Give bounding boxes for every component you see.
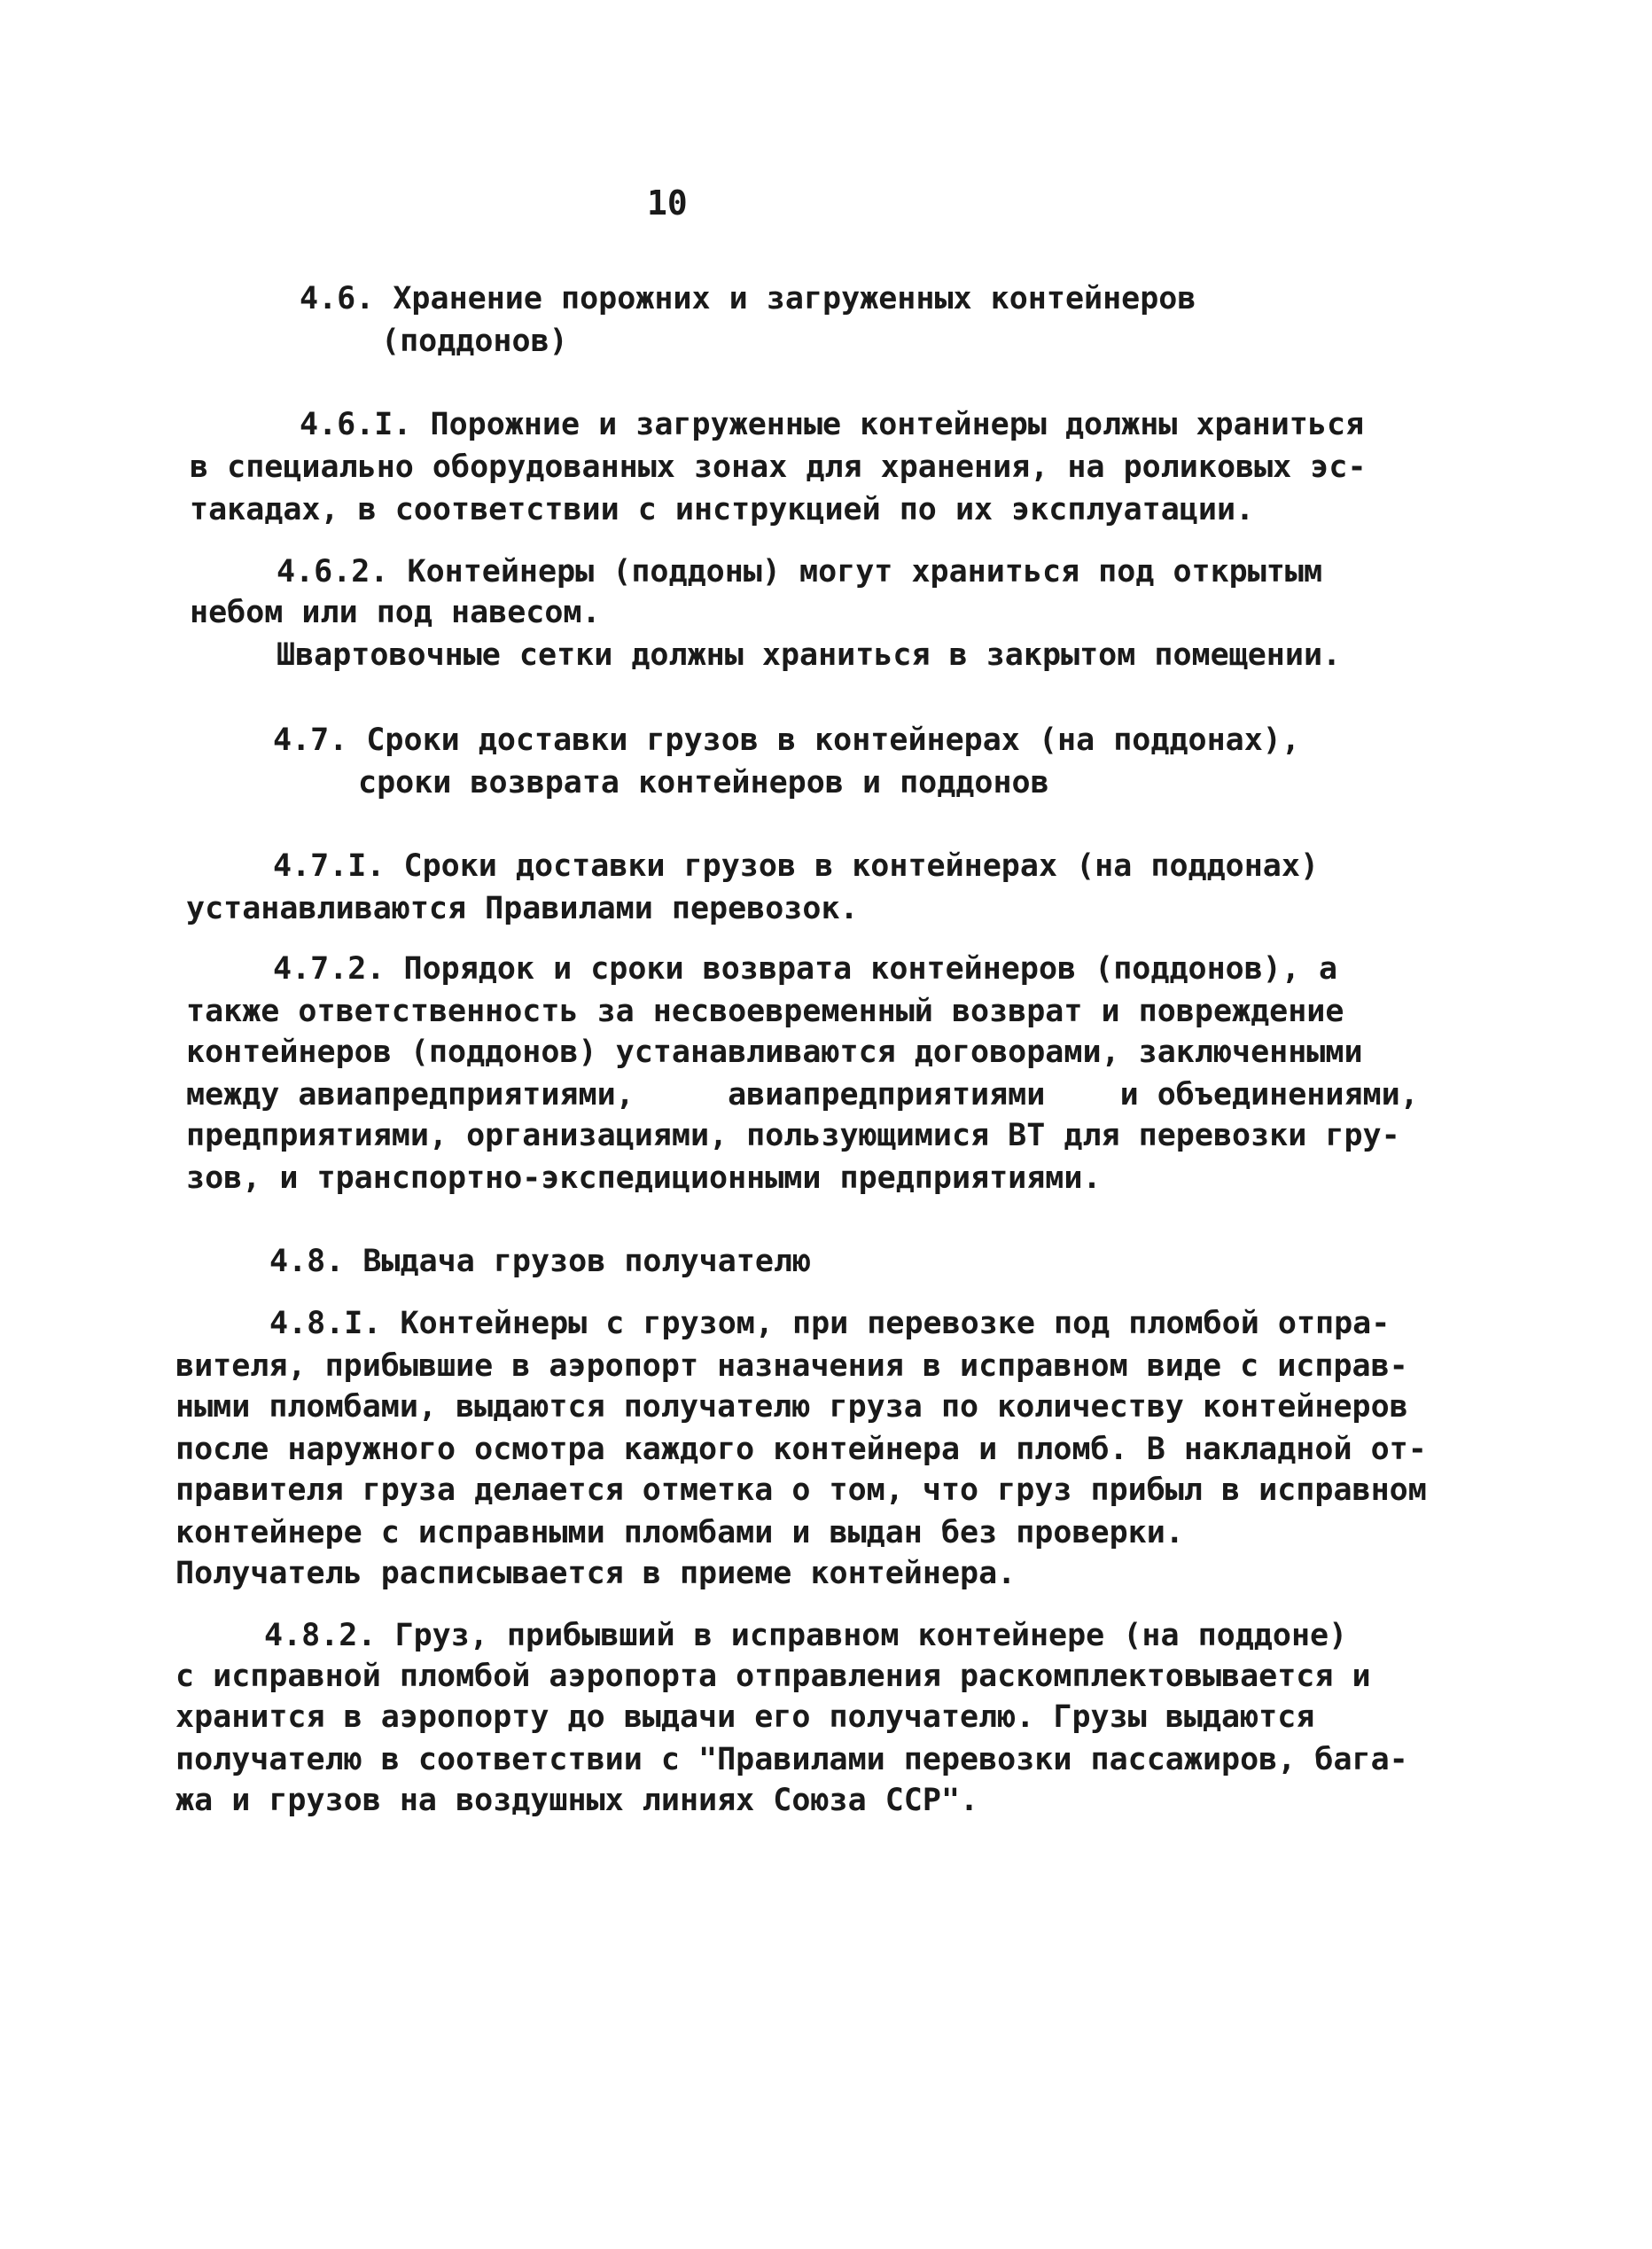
- paragraph-line: в специально оборудованных зонах для хранения, на роликовых эс-: [190, 449, 1367, 485]
- paragraph-line: также ответственность за несвоевременный возврат и повреждение: [186, 994, 1344, 1029]
- paragraph-line: вителя, прибывшие в аэропорт назначения в исправном виде с исправ-: [175, 1348, 1408, 1384]
- section-heading: 4.6. Хранение порожних и загруженных контейнеров: [300, 281, 1196, 316]
- paragraph-line: 4.8.I. Контейнеры с грузом, при перевозке под пломбой отпра-: [269, 1306, 1391, 1341]
- section-heading: (поддонов): [381, 324, 568, 359]
- paragraph-line: с исправной пломбой аэропорта отправления раскомплектовывается и: [175, 1659, 1371, 1694]
- section-heading: 4.7. Сроки доставки грузов в контейнерах (на поддонах),: [273, 722, 1300, 758]
- paragraph-line: правителя груза делается отметка о том, что груз прибыл в исправном: [175, 1472, 1427, 1508]
- paragraph-line: 4.6.2. Контейнеры (поддоны) могут храниться под открытым: [277, 554, 1323, 590]
- paragraph-line: контейнере с исправными пломбами и выдан без проверки.: [175, 1515, 1184, 1550]
- paragraph-line: ными пломбами, выдаются получателю груза по количеству контейнеров: [175, 1389, 1408, 1425]
- paragraph-line: получателю в соответствии с "Правилами перевозки пассажиров, бага-: [175, 1742, 1408, 1777]
- paragraph-line: Получатель расписывается в приеме контейнера.: [175, 1556, 1017, 1591]
- paragraph-line: такадах, в соответствии с инструкцией по их эксплуатации.: [190, 492, 1255, 527]
- paragraph-line: 4.7.2. Порядок и сроки возврата контейнеров (поддонов), а: [273, 951, 1338, 987]
- paragraph-line: 4.8.2. Груз, прибывший в исправном контейнере (на поддоне): [264, 1618, 1348, 1653]
- paragraph-line: контейнеров (поддонов) устанавливаются договорами, заключенными: [186, 1035, 1363, 1070]
- paragraph-line: после наружного осмотра каждого контейнера и пломб. В накладной от-: [175, 1432, 1427, 1467]
- paragraph-line: 4.7.I. Сроки доставки грузов в контейнерах (на поддонах): [273, 848, 1320, 884]
- section-heading: 4.8. Выдача грузов получателю: [269, 1244, 812, 1279]
- paragraph-line: небом или под навесом.: [190, 595, 601, 630]
- paragraph-line: устанавливаются Правилами перевозок.: [186, 891, 859, 926]
- paragraph-line: предприятиями, организациями, пользующимися ВТ для перевозки гру-: [186, 1118, 1400, 1153]
- paragraph-line: жа и грузов на воздушных линиях Союза ССР".: [175, 1783, 979, 1818]
- paragraph-line: 4.6.I. Порожние и загруженные контейнеры должны храниться: [300, 407, 1365, 442]
- page-number: 10: [647, 184, 688, 223]
- paragraph-line: Швартовочные сетки должны храниться в закрытом помещении.: [277, 637, 1342, 673]
- paragraph-line: между авиапредприятиями, авиапредприятиями и объединениями,: [186, 1077, 1419, 1113]
- paragraph-line: зов, и транспортно-экспедиционными предприятиями.: [186, 1160, 1102, 1196]
- paragraph-line: хранится в аэропорту до выдачи его получателю. Грузы выдаются: [175, 1699, 1315, 1735]
- section-heading: сроки возврата контейнеров и поддонов: [358, 765, 1049, 800]
